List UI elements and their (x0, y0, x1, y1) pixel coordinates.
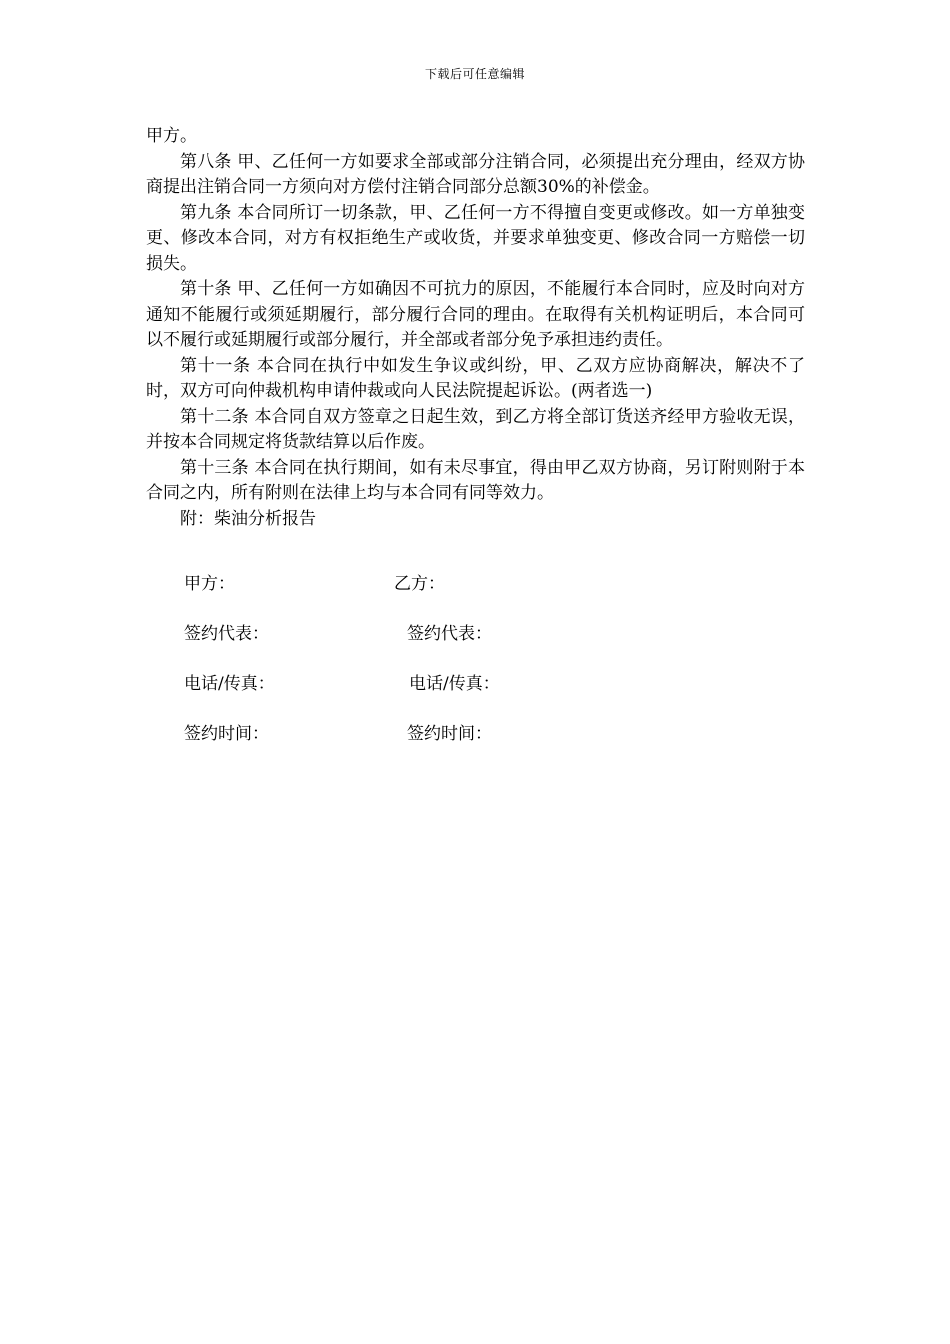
party-a-phone-fax-label: 电话/传真： (184, 674, 275, 694)
representative-row (184, 622, 744, 672)
clause-11: 第十一条 本合同在执行中如发生争议或纠纷，甲、乙双方应协商解决，解决不了时，双方可向仲裁机构申请仲裁或向人民法院提起诉讼。(两者选一) (146, 355, 805, 401)
party-b-label: 乙方： (394, 574, 445, 594)
clause-8: 第八条 甲、乙任何一方如要求全部或部分注销合同，必须提出充分理由，经双方协商提出注销合同一方须向对方偿付注销合同部分总额30%的补偿金。 (146, 151, 805, 197)
party-a-representative-label: 签约代表： (184, 624, 269, 644)
paragraph-continuation: 甲方。 (146, 126, 197, 146)
party-b-signing-date-label: 签约时间： (407, 724, 492, 744)
clause-12: 第十二条 本合同自双方签章之日起生效，到乙方将全部订货送齐经甲方验收无误，并按本合同规定将货款结算以后作废。 (146, 406, 805, 452)
party-row (184, 572, 744, 622)
phone-fax-row (184, 672, 744, 722)
signing-date-row (184, 722, 744, 772)
page-header: 下载后可任意编辑 (424, 67, 525, 81)
party-b-representative-label: 签约代表： (407, 624, 492, 644)
contract-body (146, 124, 805, 532)
party-a-signing-date-label: 签约时间： (184, 724, 269, 744)
clause-13: 第十三条 本合同在执行期间，如有未尽事宜，得由甲乙双方协商，另订附则附于本合同之内，所有附则在法律上均与本合同有同等效力。 (146, 457, 805, 503)
clause-10: 第十条 甲、乙任何一方如确因不可抗力的原因，不能履行本合同时，应及时向对方通知不能履行或须延期履行，部分履行合同的理由。在取得有关机构证明后，本合同可以不履行或延期履行或部分履行，并全部或者部分免予承担违约责任。 (146, 279, 805, 350)
party-a-label: 甲方： (184, 574, 235, 594)
party-b-phone-fax-label: 电话/传真： (409, 674, 500, 694)
attachment-note: 附：柴油分析报告 (180, 508, 316, 529)
signature-block (184, 572, 744, 772)
clause-9: 第九条 本合同所订一切条款，甲、乙任何一方不得擅自变更或修改。如一方单独变更、修改本合同，对方有权拒绝生产或收货，并要求单独变更、修改合同一方赔偿一切损失。 (146, 202, 805, 274)
